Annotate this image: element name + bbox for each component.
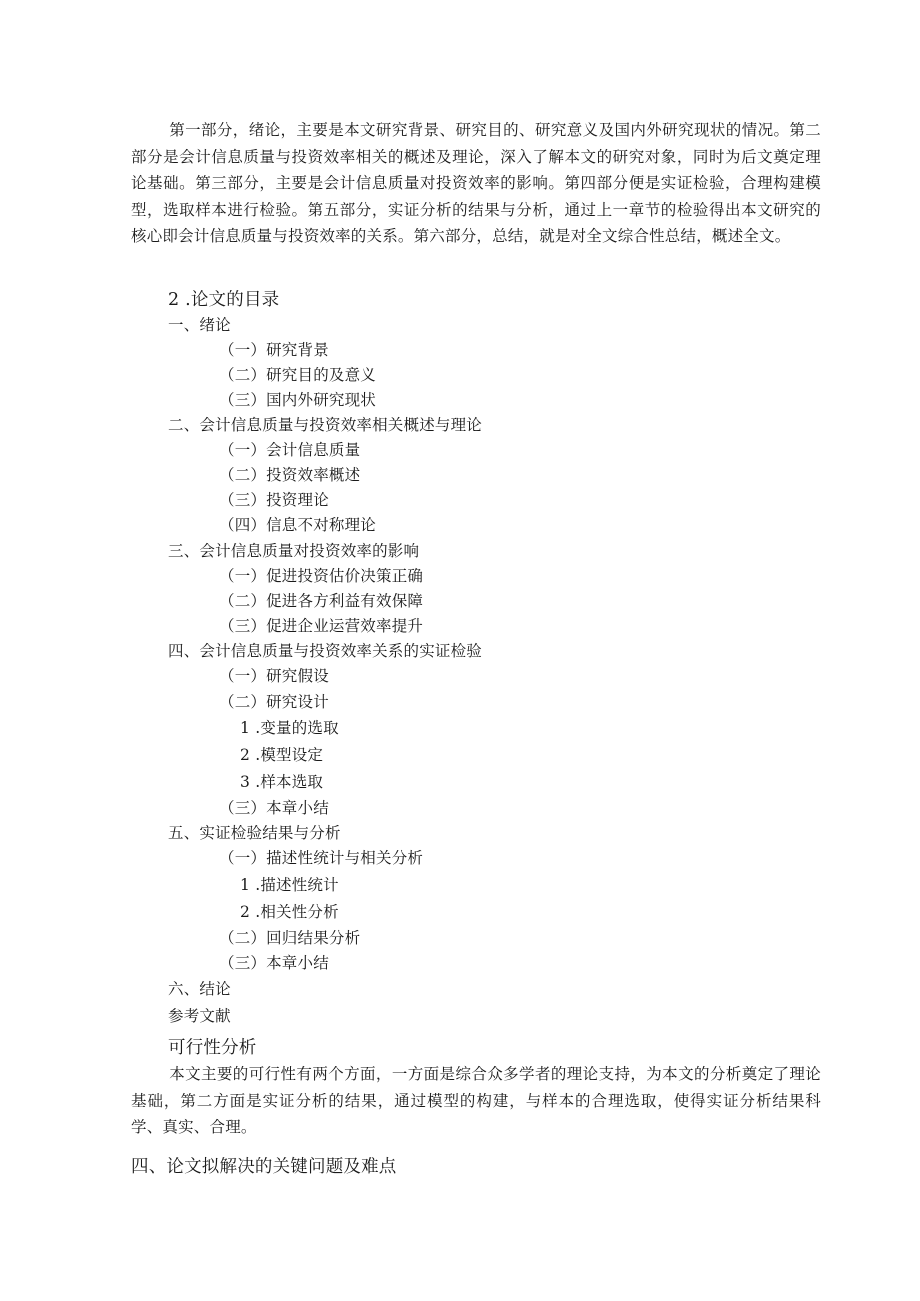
toc-section-4-3: （三）本章小结 (219, 799, 329, 817)
toc-section-4-2: （二）研究设计 (219, 693, 329, 711)
toc-item-4-2-1: 1 .变量的选取 (240, 719, 339, 737)
toc-section-3-1: （一）促进投资估价决策正确 (219, 567, 424, 585)
toc-section-4-1: （一）研究假设 (219, 667, 329, 685)
toc-section-1-1: （一）研究背景 (219, 341, 329, 359)
toc-item-5-1-1: 1 .描述性统计 (240, 876, 339, 894)
toc-item-4-2-3: 3 .样本选取 (240, 773, 324, 791)
toc-section-2-1: （一）会计信息质量 (219, 441, 361, 459)
toc-chapter-2: 二、会计信息质量与投资效率相关概述与理论 (168, 416, 483, 434)
toc-heading: 2 .论文的目录 (168, 290, 280, 310)
feasibility-paragraph: 本文主要的可行性有两个方面，一方面是综合众多学者的理论支持，为本文的分析奠定了理论基础，第二方面是实证分析的结果，通过模型的构建，与样本的合理选取，使得实证分析结果科学、真实、合理。 (131, 1065, 821, 1136)
toc-item-4-2-2: 2 .模型设定 (240, 746, 324, 764)
intro-paragraph: 第一部分，绪论，主要是本文研究背景、研究目的、研究意义及国内外研究现状的情况。第二部分是会计信息质量与投资效率相关的概述及理论，深入了解本文的研究对象，同时为后文奠定理论基础。第三部分，主要是会计信息质量对投资效率的影响。第四部分便是实证检验，合理构建模型，选取样本进行检验。第五部分，实证分析的结果与分析，通过上一章节的检验得出本文研究的核心即会计信息质量与投资效率的关系。第六部分，总结，就是对全文综合性总结，概述全文。 (131, 121, 821, 245)
toc-section-3-2: （二）促进各方利益有效保障 (219, 592, 424, 610)
toc-section-5-2: （二）回归结果分析 (219, 929, 361, 947)
toc-section-1-3: （三）国内外研究现状 (219, 391, 377, 409)
toc-references: 参考文献 (168, 1007, 231, 1025)
toc-chapter-6: 六、结论 (168, 980, 231, 998)
feasibility-heading: 可行性分析 (168, 1038, 257, 1058)
toc-section-5-1: （一）描述性统计与相关分析 (219, 849, 424, 867)
toc-item-5-1-2: 2 .相关性分析 (240, 903, 339, 921)
toc-section-2-4: （四）信息不对称理论 (219, 516, 377, 534)
section-heading-key-problems: 四、论文拟解决的关键问题及难点 (131, 1157, 397, 1177)
toc-section-2-2: （二）投资效率概述 (219, 466, 361, 484)
toc-section-5-3: （三）本章小结 (219, 954, 329, 972)
toc-chapter-4: 四、会计信息质量与投资效率关系的实证检验 (168, 642, 483, 660)
toc-section-3-3: （三）促进企业运营效率提升 (219, 617, 424, 635)
toc-chapter-1: 一、绪论 (168, 316, 231, 334)
toc-chapter-5: 五、实证检验结果与分析 (168, 824, 341, 842)
toc-chapter-3: 三、会计信息质量对投资效率的影响 (168, 542, 420, 560)
toc-section-2-3: （三）投资理论 (219, 491, 329, 509)
toc-section-1-2: （二）研究目的及意义 (219, 366, 377, 384)
